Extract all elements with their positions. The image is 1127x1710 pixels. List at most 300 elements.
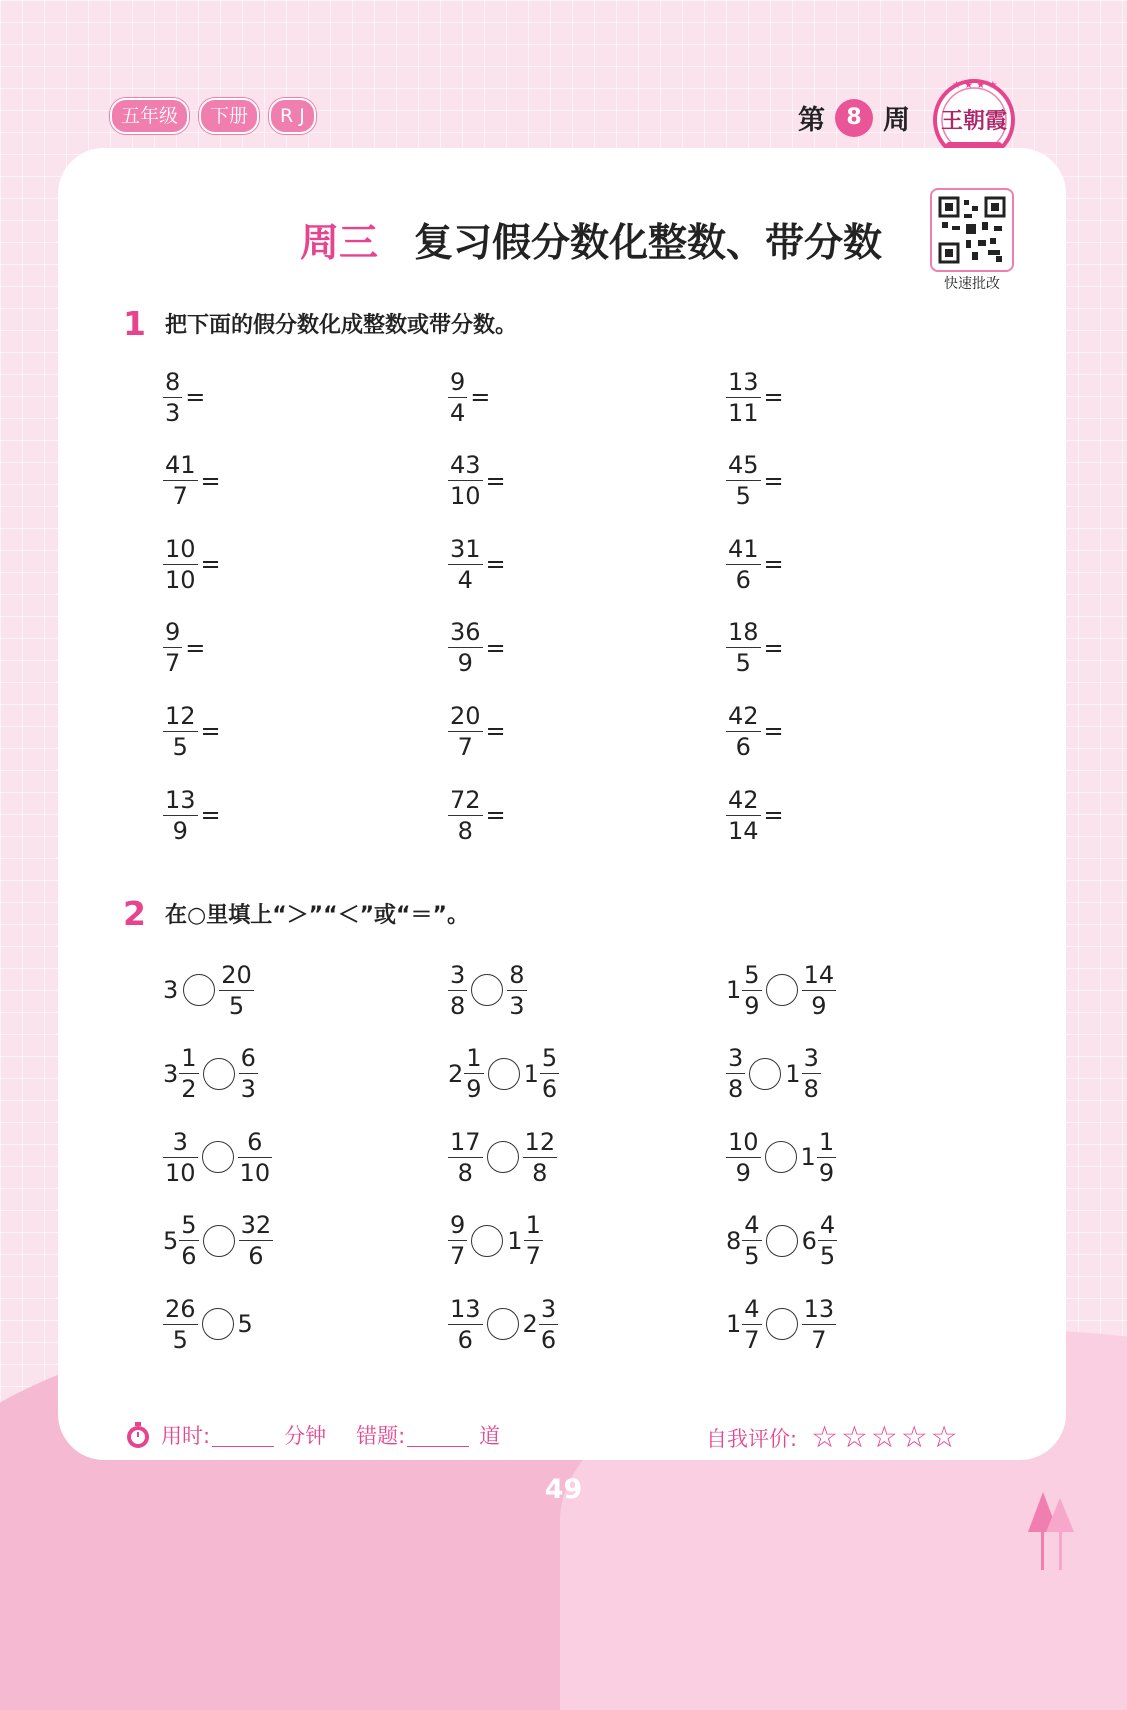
conversion-item <box>448 617 626 679</box>
comparison-circle[interactable] <box>749 1058 781 1090</box>
numerator: 9 <box>450 1211 466 1240</box>
answer-blank[interactable] <box>205 633 325 663</box>
numerator: 3 <box>540 1294 557 1323</box>
denominator: 9 <box>172 816 188 845</box>
numerator: 5 <box>181 1211 197 1240</box>
denominator: 10 <box>450 482 481 511</box>
comparison-circle[interactable] <box>487 1308 519 1340</box>
denominator: 6 <box>248 1242 264 1271</box>
fraction <box>802 1294 837 1354</box>
fraction-bar <box>163 1324 198 1325</box>
equals-sign: = <box>763 801 784 829</box>
conversion-item <box>163 450 341 512</box>
answer-blank[interactable] <box>221 466 341 496</box>
equals-sign: = <box>485 801 506 829</box>
numerator: 5 <box>541 1044 558 1073</box>
fraction-bar <box>448 564 483 565</box>
denominator: 7 <box>525 1242 541 1271</box>
numerator: 3 <box>728 1044 744 1073</box>
improper-fraction <box>448 785 483 845</box>
whole-number: 3 <box>163 976 179 1004</box>
comparison-item <box>163 1126 272 1188</box>
denominator: 11 <box>728 398 759 427</box>
numerator: 3 <box>803 1044 819 1073</box>
conversion-item <box>726 617 904 679</box>
qr-pattern-icon <box>932 190 1012 270</box>
fraction-bar <box>448 480 483 481</box>
comparison-circle[interactable] <box>766 974 798 1006</box>
right-value <box>801 1211 838 1271</box>
fraction-bar <box>163 815 198 816</box>
fraction-bar <box>163 480 198 481</box>
whole-number: 2 <box>522 1310 538 1339</box>
svg-text:王朝霞: 王朝霞 <box>940 108 1008 134</box>
improper-fraction <box>726 534 761 594</box>
fraction <box>163 785 198 845</box>
denominator: 8 <box>803 1075 819 1104</box>
fraction <box>163 451 198 511</box>
numerator: 3 <box>172 1127 188 1156</box>
fraction-bar <box>163 1157 198 1158</box>
numerator: 8 <box>509 960 525 989</box>
numerator: 31 <box>450 534 481 563</box>
equals-sign: = <box>200 466 221 495</box>
improper-fraction <box>163 534 198 594</box>
denominator: 5 <box>735 482 751 511</box>
fraction-bar <box>163 397 182 398</box>
grade-tag: 五年级 <box>110 98 189 134</box>
improper-fraction <box>163 451 198 511</box>
left-value <box>448 1294 483 1354</box>
fraction-bar <box>448 397 467 398</box>
fraction <box>726 701 761 761</box>
fraction-bar <box>742 1324 761 1325</box>
right-value <box>802 960 837 1020</box>
numerator: 9 <box>165 618 181 647</box>
improper-fraction <box>726 451 761 511</box>
left-value <box>163 1127 198 1187</box>
whole-number: 1 <box>800 1143 816 1172</box>
comparison-item <box>448 1210 543 1272</box>
fraction <box>448 960 467 1020</box>
rating-stars[interactable]: ☆☆☆☆☆ <box>811 1420 961 1455</box>
denominator: 7 <box>450 1242 466 1271</box>
fraction <box>179 1044 198 1104</box>
numerator: 41 <box>165 451 196 480</box>
comparison-item <box>163 1043 258 1105</box>
fraction <box>163 367 182 427</box>
answer-blank[interactable] <box>506 633 626 663</box>
conversion-item <box>726 450 904 512</box>
numerator: 12 <box>524 1127 556 1156</box>
fraction-bar <box>726 480 761 481</box>
fraction <box>448 785 483 845</box>
conversion-item <box>163 700 341 762</box>
improper-fraction <box>726 701 761 761</box>
fraction <box>448 1211 467 1271</box>
conversion-item <box>448 784 626 846</box>
denominator: 7 <box>457 732 473 761</box>
comparison-item <box>448 1293 558 1355</box>
qr-label: 快速批改 <box>944 276 1000 292</box>
numerator: 42 <box>728 701 759 730</box>
comparison-circle[interactable] <box>202 1308 234 1340</box>
denominator: 4 <box>450 398 466 427</box>
fraction <box>523 1127 558 1187</box>
fraction-bar <box>742 1240 761 1241</box>
denominator: 5 <box>735 649 751 678</box>
improper-fraction <box>163 701 198 761</box>
equals-sign: = <box>470 383 491 411</box>
comparison-item <box>448 1126 557 1188</box>
equals-sign: = <box>185 633 206 662</box>
rating-label: 自我评价: <box>706 1426 798 1451</box>
page-number: 49 <box>544 1474 583 1505</box>
fraction-bar <box>179 1073 198 1074</box>
denominator: 10 <box>239 1158 271 1187</box>
whole-number: 8 <box>726 1226 742 1255</box>
left-value <box>448 1127 483 1187</box>
improper-fraction <box>448 367 467 427</box>
equals-sign: = <box>185 383 206 411</box>
numerator: 13 <box>165 785 196 814</box>
equals-sign: = <box>485 550 506 579</box>
fraction <box>742 1211 761 1271</box>
week-indicator <box>798 98 910 137</box>
fraction <box>507 960 526 1020</box>
answer-blank[interactable] <box>784 633 904 663</box>
denominator: 5 <box>172 732 188 761</box>
fraction-bar <box>507 990 526 991</box>
fraction-bar <box>802 990 837 991</box>
denominator: 3 <box>165 398 181 427</box>
fraction-bar <box>726 1073 745 1074</box>
fraction-bar <box>726 815 761 816</box>
answer-blank[interactable] <box>221 716 341 746</box>
comparison-item <box>726 1126 836 1188</box>
stopwatch-icon <box>123 1420 153 1450</box>
right-value <box>239 1211 274 1271</box>
question-1-header <box>123 304 517 343</box>
fraction-bar <box>802 1073 821 1074</box>
time-label: 用时: <box>161 1424 211 1448</box>
conversion-item <box>163 784 341 846</box>
whole-number: 2 <box>448 1059 464 1088</box>
denominator: 9 <box>744 991 760 1020</box>
conversion-item <box>448 533 626 595</box>
numerator: 8 <box>165 367 181 396</box>
fraction <box>726 618 761 678</box>
numerator: 17 <box>450 1127 481 1156</box>
denominator: 8 <box>532 1158 548 1187</box>
answer-blank[interactable] <box>784 382 904 412</box>
conversion-item <box>726 700 904 762</box>
right-value <box>238 1127 273 1187</box>
fraction <box>448 534 483 594</box>
improper-fraction <box>448 701 483 761</box>
fraction-bar <box>163 647 182 648</box>
fraction <box>163 534 198 594</box>
comparison-circle[interactable] <box>183 974 215 1006</box>
page-title <box>300 212 882 268</box>
numerator: 43 <box>450 451 481 480</box>
conversion-item <box>163 617 325 679</box>
answer-blank[interactable] <box>506 466 626 496</box>
week-suffix: 周 <box>883 105 910 136</box>
denominator: 5 <box>172 1325 188 1354</box>
whole-number: 1 <box>785 1059 801 1088</box>
denominator: 8 <box>450 991 466 1020</box>
fraction <box>219 960 254 1020</box>
denominator: 7 <box>811 1325 827 1354</box>
conversion-item <box>726 784 904 846</box>
denominator: 9 <box>466 1075 482 1104</box>
answer-blank[interactable] <box>784 716 904 746</box>
fraction <box>742 960 761 1020</box>
fraction-bar <box>219 990 254 991</box>
fraction-bar <box>464 1073 483 1074</box>
left-value <box>726 1127 761 1187</box>
numerator: 20 <box>221 960 252 989</box>
numerator: 4 <box>744 1294 760 1323</box>
time-input[interactable] <box>212 1424 274 1447</box>
numerator: 3 <box>450 960 466 989</box>
errors-input[interactable] <box>407 1424 469 1447</box>
numerator: 9 <box>450 367 466 396</box>
fraction-bar <box>448 815 483 816</box>
comparison-circle[interactable] <box>471 974 503 1006</box>
comparison-item <box>726 1210 837 1272</box>
denominator: 7 <box>172 482 188 511</box>
fraction-bar <box>163 731 198 732</box>
improper-fraction <box>448 451 483 511</box>
fraction <box>464 1044 483 1104</box>
comparison-circle[interactable] <box>488 1058 520 1090</box>
fraction-bar <box>726 397 761 398</box>
improper-fraction <box>726 785 761 845</box>
comparison-item <box>726 1293 836 1355</box>
whole-number: 3 <box>163 1059 179 1088</box>
answer-blank[interactable] <box>221 800 341 830</box>
right-value <box>523 1127 558 1187</box>
right-value <box>507 1211 543 1271</box>
fraction-bar <box>448 1157 483 1158</box>
answer-blank[interactable] <box>506 549 626 579</box>
comparison-circle[interactable] <box>471 1225 503 1257</box>
whole-number: 6 <box>801 1226 817 1255</box>
denominator: 9 <box>735 1158 751 1187</box>
question-2-number: 2 <box>123 894 146 933</box>
fraction <box>540 1044 559 1104</box>
comparison-item <box>163 1293 254 1355</box>
denominator: 8 <box>457 816 473 845</box>
fraction-bar <box>448 1324 483 1325</box>
right-value <box>219 960 254 1020</box>
denominator: 7 <box>165 649 181 678</box>
improper-fraction <box>726 618 761 678</box>
title-day: 周三 <box>300 221 379 266</box>
improper-fraction <box>163 618 182 678</box>
fraction <box>163 1127 198 1187</box>
qr-code[interactable] <box>930 188 1014 293</box>
answer-blank[interactable] <box>205 382 325 412</box>
fraction-bar <box>726 731 761 732</box>
left-value <box>726 1294 762 1354</box>
answer-blank[interactable] <box>784 466 904 496</box>
fraction <box>448 701 483 761</box>
conversion-item <box>163 533 341 595</box>
denominator: 10 <box>165 1158 196 1187</box>
svg-text:★ ★ ★ ★: ★ ★ ★ ★ <box>952 80 998 91</box>
fraction <box>726 367 761 427</box>
answer-blank[interactable] <box>784 549 904 579</box>
comparison-item <box>448 959 527 1021</box>
numerator: 72 <box>450 785 481 814</box>
comparison-circle[interactable] <box>202 1141 234 1173</box>
whole-number: 1 <box>523 1059 539 1088</box>
fraction-bar <box>448 731 483 732</box>
whole-number: 1 <box>507 1226 523 1255</box>
comparison-circle[interactable] <box>203 1058 235 1090</box>
denominator: 5 <box>744 1242 760 1271</box>
denominator: 6 <box>540 1325 557 1354</box>
comparison-circle[interactable] <box>766 1308 798 1340</box>
fraction <box>239 1211 274 1271</box>
fraction <box>239 1044 258 1104</box>
left-value <box>448 1211 467 1271</box>
conversion-item <box>726 366 904 428</box>
answer-blank[interactable] <box>506 800 626 830</box>
fraction-bar <box>448 647 483 648</box>
numerator: 45 <box>728 451 759 480</box>
question-2-header <box>123 894 469 933</box>
header-tags <box>110 98 316 134</box>
improper-fraction <box>163 367 182 427</box>
comparison-circle[interactable] <box>766 1225 798 1257</box>
numerator: 32 <box>240 1211 272 1240</box>
fraction <box>448 1294 483 1354</box>
comparison-circle[interactable] <box>203 1225 235 1257</box>
fraction-bar <box>238 1157 273 1158</box>
denominator: 10 <box>165 565 196 594</box>
volume-tag: 下册 <box>199 98 259 134</box>
numerator: 13 <box>450 1294 481 1323</box>
denominator: 9 <box>818 1158 835 1187</box>
right-value <box>785 1044 821 1104</box>
right-value <box>239 1044 258 1104</box>
numerator: 6 <box>247 1127 263 1156</box>
numerator: 26 <box>165 1294 196 1323</box>
equals-sign: = <box>763 550 784 579</box>
right-value <box>522 1294 559 1354</box>
fraction <box>539 1294 558 1354</box>
comparison-item <box>726 1043 821 1105</box>
answer-blank[interactable] <box>784 800 904 830</box>
whole-number: 5 <box>163 1226 179 1255</box>
errors-unit: 道 <box>479 1424 501 1448</box>
equals-sign: = <box>485 633 506 662</box>
fraction-bar <box>817 1157 836 1158</box>
numerator: 1 <box>181 1044 197 1073</box>
fraction <box>742 1294 761 1354</box>
numerator: 4 <box>819 1211 836 1240</box>
comparison-item <box>163 959 254 1021</box>
fraction <box>726 1044 745 1104</box>
fraction-bar <box>539 1324 558 1325</box>
left-value <box>448 960 467 1020</box>
comparison-circle[interactable] <box>487 1141 519 1173</box>
fraction-bar <box>524 1240 543 1241</box>
edition-tag: R J <box>269 98 316 134</box>
comparison-item <box>448 1043 559 1105</box>
right-value <box>800 1127 837 1187</box>
fraction-bar <box>179 1240 198 1241</box>
title-topic: 复习假分数化整数、带分数 <box>414 221 883 266</box>
fraction <box>802 960 837 1020</box>
improper-fraction <box>448 618 483 678</box>
fraction-bar <box>448 1240 467 1241</box>
denominator: 5 <box>819 1242 836 1271</box>
fraction <box>163 618 182 678</box>
denominator: 6 <box>735 732 751 761</box>
answer-blank[interactable] <box>506 716 626 746</box>
right-value <box>507 960 526 1020</box>
denominator: 9 <box>457 649 473 678</box>
denominator: 9 <box>811 991 827 1020</box>
denominator: 8 <box>457 1158 473 1187</box>
numerator: 4 <box>744 1211 760 1240</box>
numerator: 13 <box>803 1294 835 1323</box>
numerator: 20 <box>450 701 481 730</box>
right-value <box>523 1044 560 1104</box>
left-value <box>163 1294 198 1354</box>
equals-sign: = <box>763 717 784 746</box>
equals-sign: = <box>763 633 784 662</box>
left-value <box>726 1044 745 1104</box>
equals-sign: = <box>200 550 221 579</box>
comparison-circle[interactable] <box>765 1141 797 1173</box>
fraction <box>802 1044 821 1104</box>
numerator: 41 <box>728 534 759 563</box>
numerator: 12 <box>165 701 196 730</box>
left-value <box>163 1044 199 1104</box>
denominator: 6 <box>181 1242 197 1271</box>
fraction-bar <box>726 1157 761 1158</box>
numerator: 6 <box>240 1044 256 1073</box>
improper-fraction <box>726 367 761 427</box>
denominator: 5 <box>228 991 245 1020</box>
fraction <box>726 534 761 594</box>
fraction-bar <box>523 1157 558 1158</box>
answer-blank[interactable] <box>490 382 610 412</box>
comparison-item <box>726 959 836 1021</box>
fraction <box>726 1127 761 1187</box>
fraction <box>524 1211 543 1271</box>
left-value <box>448 1044 484 1104</box>
left-value <box>163 976 179 1004</box>
fraction-bar <box>540 1073 559 1074</box>
fraction-bar <box>239 1240 274 1241</box>
fraction <box>179 1211 198 1271</box>
answer-blank[interactable] <box>221 549 341 579</box>
conversion-item <box>448 450 626 512</box>
fraction-bar <box>163 564 198 565</box>
denominator: 2 <box>181 1075 197 1104</box>
denominator: 4 <box>457 565 473 594</box>
equals-sign: = <box>763 466 784 495</box>
question-2-text: 在○里填上“＞”“＜”或“＝”。 <box>165 903 469 928</box>
left-value <box>726 1211 762 1271</box>
